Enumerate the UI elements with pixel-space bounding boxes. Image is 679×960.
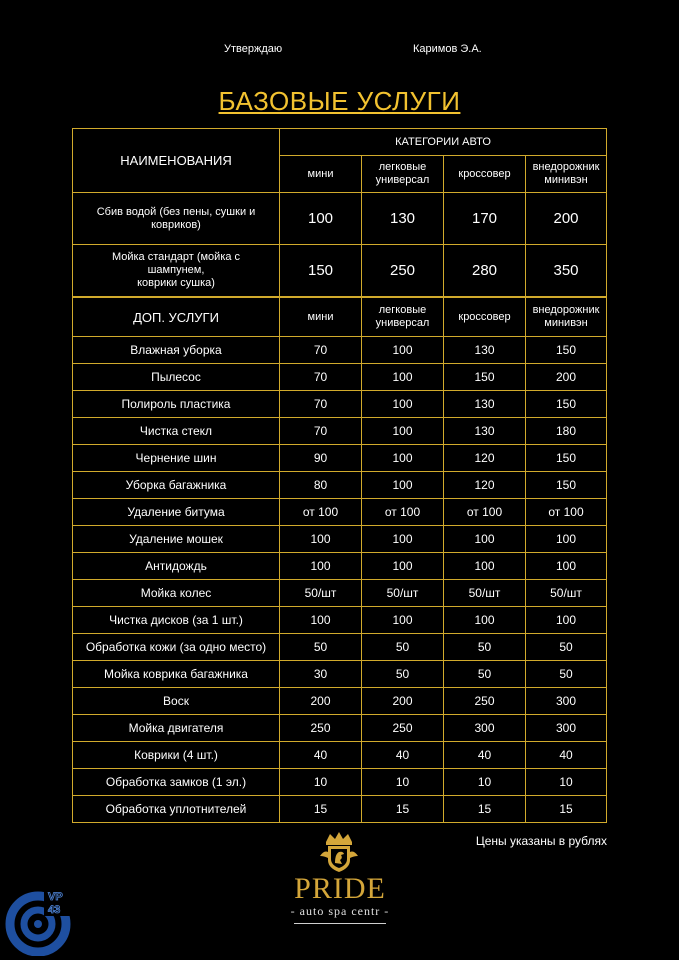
table-row — [73, 499, 607, 526]
price-cell: 200 — [526, 364, 607, 391]
price-cell: 50 — [526, 634, 607, 661]
price-cell: 40 — [444, 742, 526, 769]
table-row — [73, 607, 607, 634]
price-cell: 100 — [362, 553, 444, 580]
price-cell: 100 — [362, 607, 444, 634]
service-name: Чистка дисков (за 1 шт.) — [73, 607, 280, 634]
price-cell: 50/шт — [362, 580, 444, 607]
svg-text:VP: VP — [48, 891, 63, 903]
categories-header: КАТЕГОРИИ АВТО — [280, 129, 607, 156]
price-cell: 150 — [526, 391, 607, 418]
price-cell: 50 — [444, 661, 526, 688]
price-cell: 100 — [444, 607, 526, 634]
service-name: Удаление битума — [73, 499, 280, 526]
table-row — [73, 553, 607, 580]
price-cell: 100 — [362, 364, 444, 391]
price-cell: от 100 — [526, 499, 607, 526]
table-row — [73, 580, 607, 607]
price-cell: 10 — [444, 769, 526, 796]
service-name: Полироль пластика — [73, 391, 280, 418]
service-name: Пылесос — [73, 364, 280, 391]
price-cell: 80 — [280, 472, 362, 499]
table-row — [73, 337, 607, 364]
table-row — [73, 245, 607, 297]
price-cell: 150 — [526, 445, 607, 472]
approve-label: Утверждаю — [224, 43, 283, 55]
header-row — [73, 129, 607, 156]
price-cell: 150 — [280, 245, 362, 297]
price-cell: от 100 — [280, 499, 362, 526]
table-row — [73, 769, 607, 796]
price-cell: 100 — [526, 607, 607, 634]
price-cell: 70 — [280, 337, 362, 364]
price-cell: от 100 — [362, 499, 444, 526]
price-cell: 100 — [362, 391, 444, 418]
price-cell: 40 — [280, 742, 362, 769]
table-row — [73, 472, 607, 499]
vp43-watermark-icon — [4, 884, 78, 956]
price-cell: 70 — [280, 418, 362, 445]
price-cell: 10 — [280, 769, 362, 796]
price-cell: 100 — [526, 553, 607, 580]
price-cell: 100 — [362, 418, 444, 445]
service-name: Мойка двигателя — [73, 715, 280, 742]
price-cell: от 100 — [444, 499, 526, 526]
service-name: Мойка коврика багажника — [73, 661, 280, 688]
price-cell: 300 — [444, 715, 526, 742]
approver-name: Каримов Э.А. — [413, 43, 482, 55]
service-name: Мойка колес — [73, 580, 280, 607]
price-cell: 300 — [526, 715, 607, 742]
table-row — [73, 526, 607, 553]
price-cell: 250 — [444, 688, 526, 715]
table-row — [73, 418, 607, 445]
price-cell: 15 — [526, 796, 607, 823]
price-cell: 100 — [362, 472, 444, 499]
service-name: Коврики (4 шт.) — [73, 742, 280, 769]
page-title: БАЗОВЫЕ УСЛУГИ — [218, 86, 461, 116]
category-header: легковые универсал — [362, 156, 444, 193]
price-cell: 100 — [444, 553, 526, 580]
price-cell: 200 — [526, 193, 607, 245]
price-cell: 50 — [280, 634, 362, 661]
price-cell: 120 — [444, 472, 526, 499]
service-name: Уборка багажника — [73, 472, 280, 499]
price-cell: 50/шт — [444, 580, 526, 607]
category-header: легковые универсал — [362, 298, 444, 337]
price-cell: 70 — [280, 391, 362, 418]
base-services-table — [72, 128, 607, 297]
price-cell: 50/шт — [526, 580, 607, 607]
service-name: Чернение шин — [73, 445, 280, 472]
service-name: Обработка замков (1 эл.) — [73, 769, 280, 796]
category-header: кроссовер — [444, 298, 526, 337]
price-cell: 50 — [362, 634, 444, 661]
service-name: Сбив водой (без пены, сушки и ковриков) — [73, 193, 280, 245]
price-cell: 150 — [526, 472, 607, 499]
price-cell: 150 — [444, 364, 526, 391]
price-cell: 250 — [362, 715, 444, 742]
table-row — [73, 796, 607, 823]
name-column-header: НАИМЕНОВАНИЯ — [73, 129, 280, 193]
price-cell: 100 — [280, 553, 362, 580]
table-row — [73, 715, 607, 742]
extra-services-table — [72, 297, 607, 823]
category-header: мини — [280, 156, 362, 193]
currency-note: Цены указаны в рублях — [475, 834, 607, 848]
price-cell: 130 — [362, 193, 444, 245]
price-cell: 15 — [362, 796, 444, 823]
price-cell: 250 — [280, 715, 362, 742]
table-row — [73, 661, 607, 688]
price-cell: 170 — [444, 193, 526, 245]
price-cell: 150 — [526, 337, 607, 364]
price-cell: 100 — [280, 193, 362, 245]
service-name: Обработка кожи (за одно место) — [73, 634, 280, 661]
crown-crest-icon — [316, 830, 362, 874]
price-cell: 200 — [280, 688, 362, 715]
logo-name: PRIDE — [294, 872, 386, 905]
price-cell: 300 — [526, 688, 607, 715]
price-cell: 15 — [280, 796, 362, 823]
table-row — [73, 364, 607, 391]
price-cell: 350 — [526, 245, 607, 297]
service-name: Обработка уплотнителей — [73, 796, 280, 823]
price-cell: 40 — [526, 742, 607, 769]
price-cell: 70 — [280, 364, 362, 391]
svg-text:43: 43 — [48, 904, 61, 916]
price-cell: 100 — [526, 526, 607, 553]
category-header: кроссовер — [444, 156, 526, 193]
price-cell: 180 — [526, 418, 607, 445]
name-column-header: ДОП. УСЛУГИ — [73, 298, 280, 337]
price-cell: 130 — [444, 337, 526, 364]
price-cell: 40 — [362, 742, 444, 769]
table-row — [73, 742, 607, 769]
category-header: мини — [280, 298, 362, 337]
pride-logo — [270, 828, 410, 928]
service-name: Удаление мошек — [73, 526, 280, 553]
price-cell: 280 — [444, 245, 526, 297]
price-cell: 130 — [444, 391, 526, 418]
price-cell: 100 — [280, 607, 362, 634]
header-row — [73, 298, 607, 337]
price-cell: 100 — [362, 526, 444, 553]
price-cell: 50 — [444, 634, 526, 661]
price-cell: 50 — [526, 661, 607, 688]
price-cell: 120 — [444, 445, 526, 472]
table-row — [73, 688, 607, 715]
table-row — [73, 391, 607, 418]
price-cell: 50/шт — [280, 580, 362, 607]
price-cell: 100 — [362, 445, 444, 472]
category-header: внедорожник минивэн — [526, 156, 607, 193]
price-cell: 100 — [280, 526, 362, 553]
logo-divider — [294, 923, 386, 924]
category-header: внедорожник минивэн — [526, 298, 607, 337]
table-row — [73, 445, 607, 472]
price-cell: 200 — [362, 688, 444, 715]
table-row — [73, 193, 607, 245]
service-name: Чистка стекл — [73, 418, 280, 445]
price-cell: 100 — [444, 526, 526, 553]
price-cell: 10 — [526, 769, 607, 796]
price-cell: 90 — [280, 445, 362, 472]
price-cell: 10 — [362, 769, 444, 796]
table-row — [73, 634, 607, 661]
service-name: Воск — [73, 688, 280, 715]
price-cell: 50 — [362, 661, 444, 688]
logo-subtitle: - auto spa centr - — [290, 904, 390, 918]
service-name: Влажная уборка — [73, 337, 280, 364]
service-name: Мойка стандарт (мойка с шампунем, коврики сушка) — [73, 245, 280, 297]
price-cell: 15 — [444, 796, 526, 823]
price-cell: 250 — [362, 245, 444, 297]
price-cell: 30 — [280, 661, 362, 688]
price-cell: 130 — [444, 418, 526, 445]
price-cell: 100 — [362, 337, 444, 364]
service-name: Антидождь — [73, 553, 280, 580]
